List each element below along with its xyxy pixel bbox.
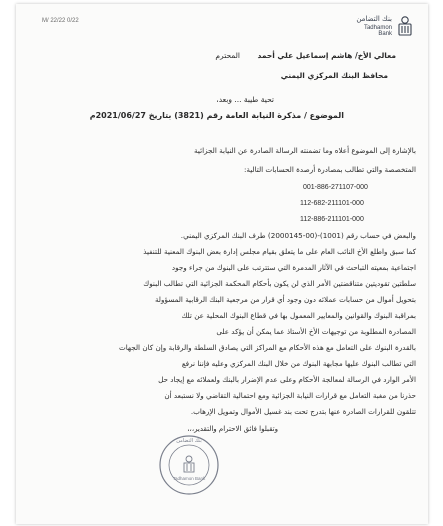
bank-stamp — [158, 434, 220, 496]
account-number-3: 112-886-211101-000 — [300, 216, 364, 223]
bank-name-arabic: بنك التضامن — [356, 15, 392, 23]
body-line-6: بمراقبة البنوك والقوانين والمعايير المعمول بها في قطاع البنوك المحلية عن تلك — [181, 311, 416, 320]
closing-line: وتقبلوا فائق الاحترام والتقدير،،، — [187, 425, 278, 433]
stamp-center-text: Tadhamon Bank — [172, 476, 206, 481]
body-line-9: التي تطالب البنوك عليها مجابهة البنوك من خلال البنك المركزي وعليه فإننا نرفع — [181, 359, 416, 368]
stamp-ring-text: بنك التضامن — [176, 438, 202, 444]
body-line-1: والبعض في حساب رقم (1001)-(00-2000145) طرف البنك المركزي اليمني. — [180, 231, 416, 240]
recipient-title: محافظ البنك المركزي اليمني — [280, 71, 388, 80]
account-number-1: 001-886-271107-000 — [303, 184, 368, 191]
body-line-3: اجتماعية بمعيته التباحث في الآثار المدمرة التي ستترتب على البنوك من جراء وجود — [171, 263, 416, 272]
bank-logo — [344, 13, 414, 47]
body-line-10: الأمر الوارد في الرسالة لمعالجة الأحكام وعلى عدم الإضرار بالبنك ولعملائه مع إيجاد حل — [158, 375, 416, 384]
recipient-honorific: المحترم — [215, 51, 240, 60]
intro-line-1: بالإشارة إلى الموضوع أعلاه وما تضمنته الرسالة الصادرة عن النيابة الجزائية — [194, 146, 416, 155]
body-line-11: حذرنا من مغبة التعامل مع قرارات النيابة الجزائية ومع احتمالية التقاضي ولا نستبعد أن — [164, 391, 416, 400]
body-line-5: بتحويل أموال من حسابات عملائه دون وجود أي قرار من مرجعية البنك الرقابية المسؤولة — [154, 295, 416, 304]
account-number-2: 112-682-211101-000 — [300, 200, 364, 207]
body-line-12: تتلقون للقرارات الصادرة عنها بتدرج تحت بند غسيل الأموال وتمويل الإرهاب. — [190, 407, 416, 416]
body-line-7: المصادرة المطلوبة من توجيهات الأخ الأستاذ عما يمكن أن يؤكد على — [216, 327, 416, 336]
letter-paper — [16, 4, 428, 524]
bank-emblem-icon — [396, 15, 414, 37]
recipient-name: معالي الأخ/ هاشم إسماعيل علي أحمد — [257, 51, 396, 60]
body-line-2: كما سبق واطلع الأخ النائب العام على ما يتعلق بقيام مجلس إدارة بعض البنوك المعنية للتنفيذ — [143, 247, 416, 256]
subject-line: الموضوع / مذكرة النيابة العامة رقم (3821) بتاريخ 2021/06/27م — [89, 111, 344, 120]
intro-line-2: المتخصصة والتي تطالب بمصادرة أرصدة الحسابات التالية: — [243, 165, 416, 174]
greeting: تحية طيبة ... وبعد، — [216, 95, 274, 104]
bank-name-english: Tadhamon Bank — [363, 25, 392, 38]
body-line-4: سلطتين تقوديتين متناقضتين الأمر الذي لن يكون بأحكام المحكمة الجزائية التي تطالب البنوك — [143, 279, 416, 288]
body-line-8: بالقدرة البنوك على التعامل مع هذه الأحكام مع المراكز التي يصادق السلطة والرقابة وإن كان الجهات — [118, 343, 416, 352]
reference-number: M/ 22/22 0/22 — [42, 18, 79, 24]
